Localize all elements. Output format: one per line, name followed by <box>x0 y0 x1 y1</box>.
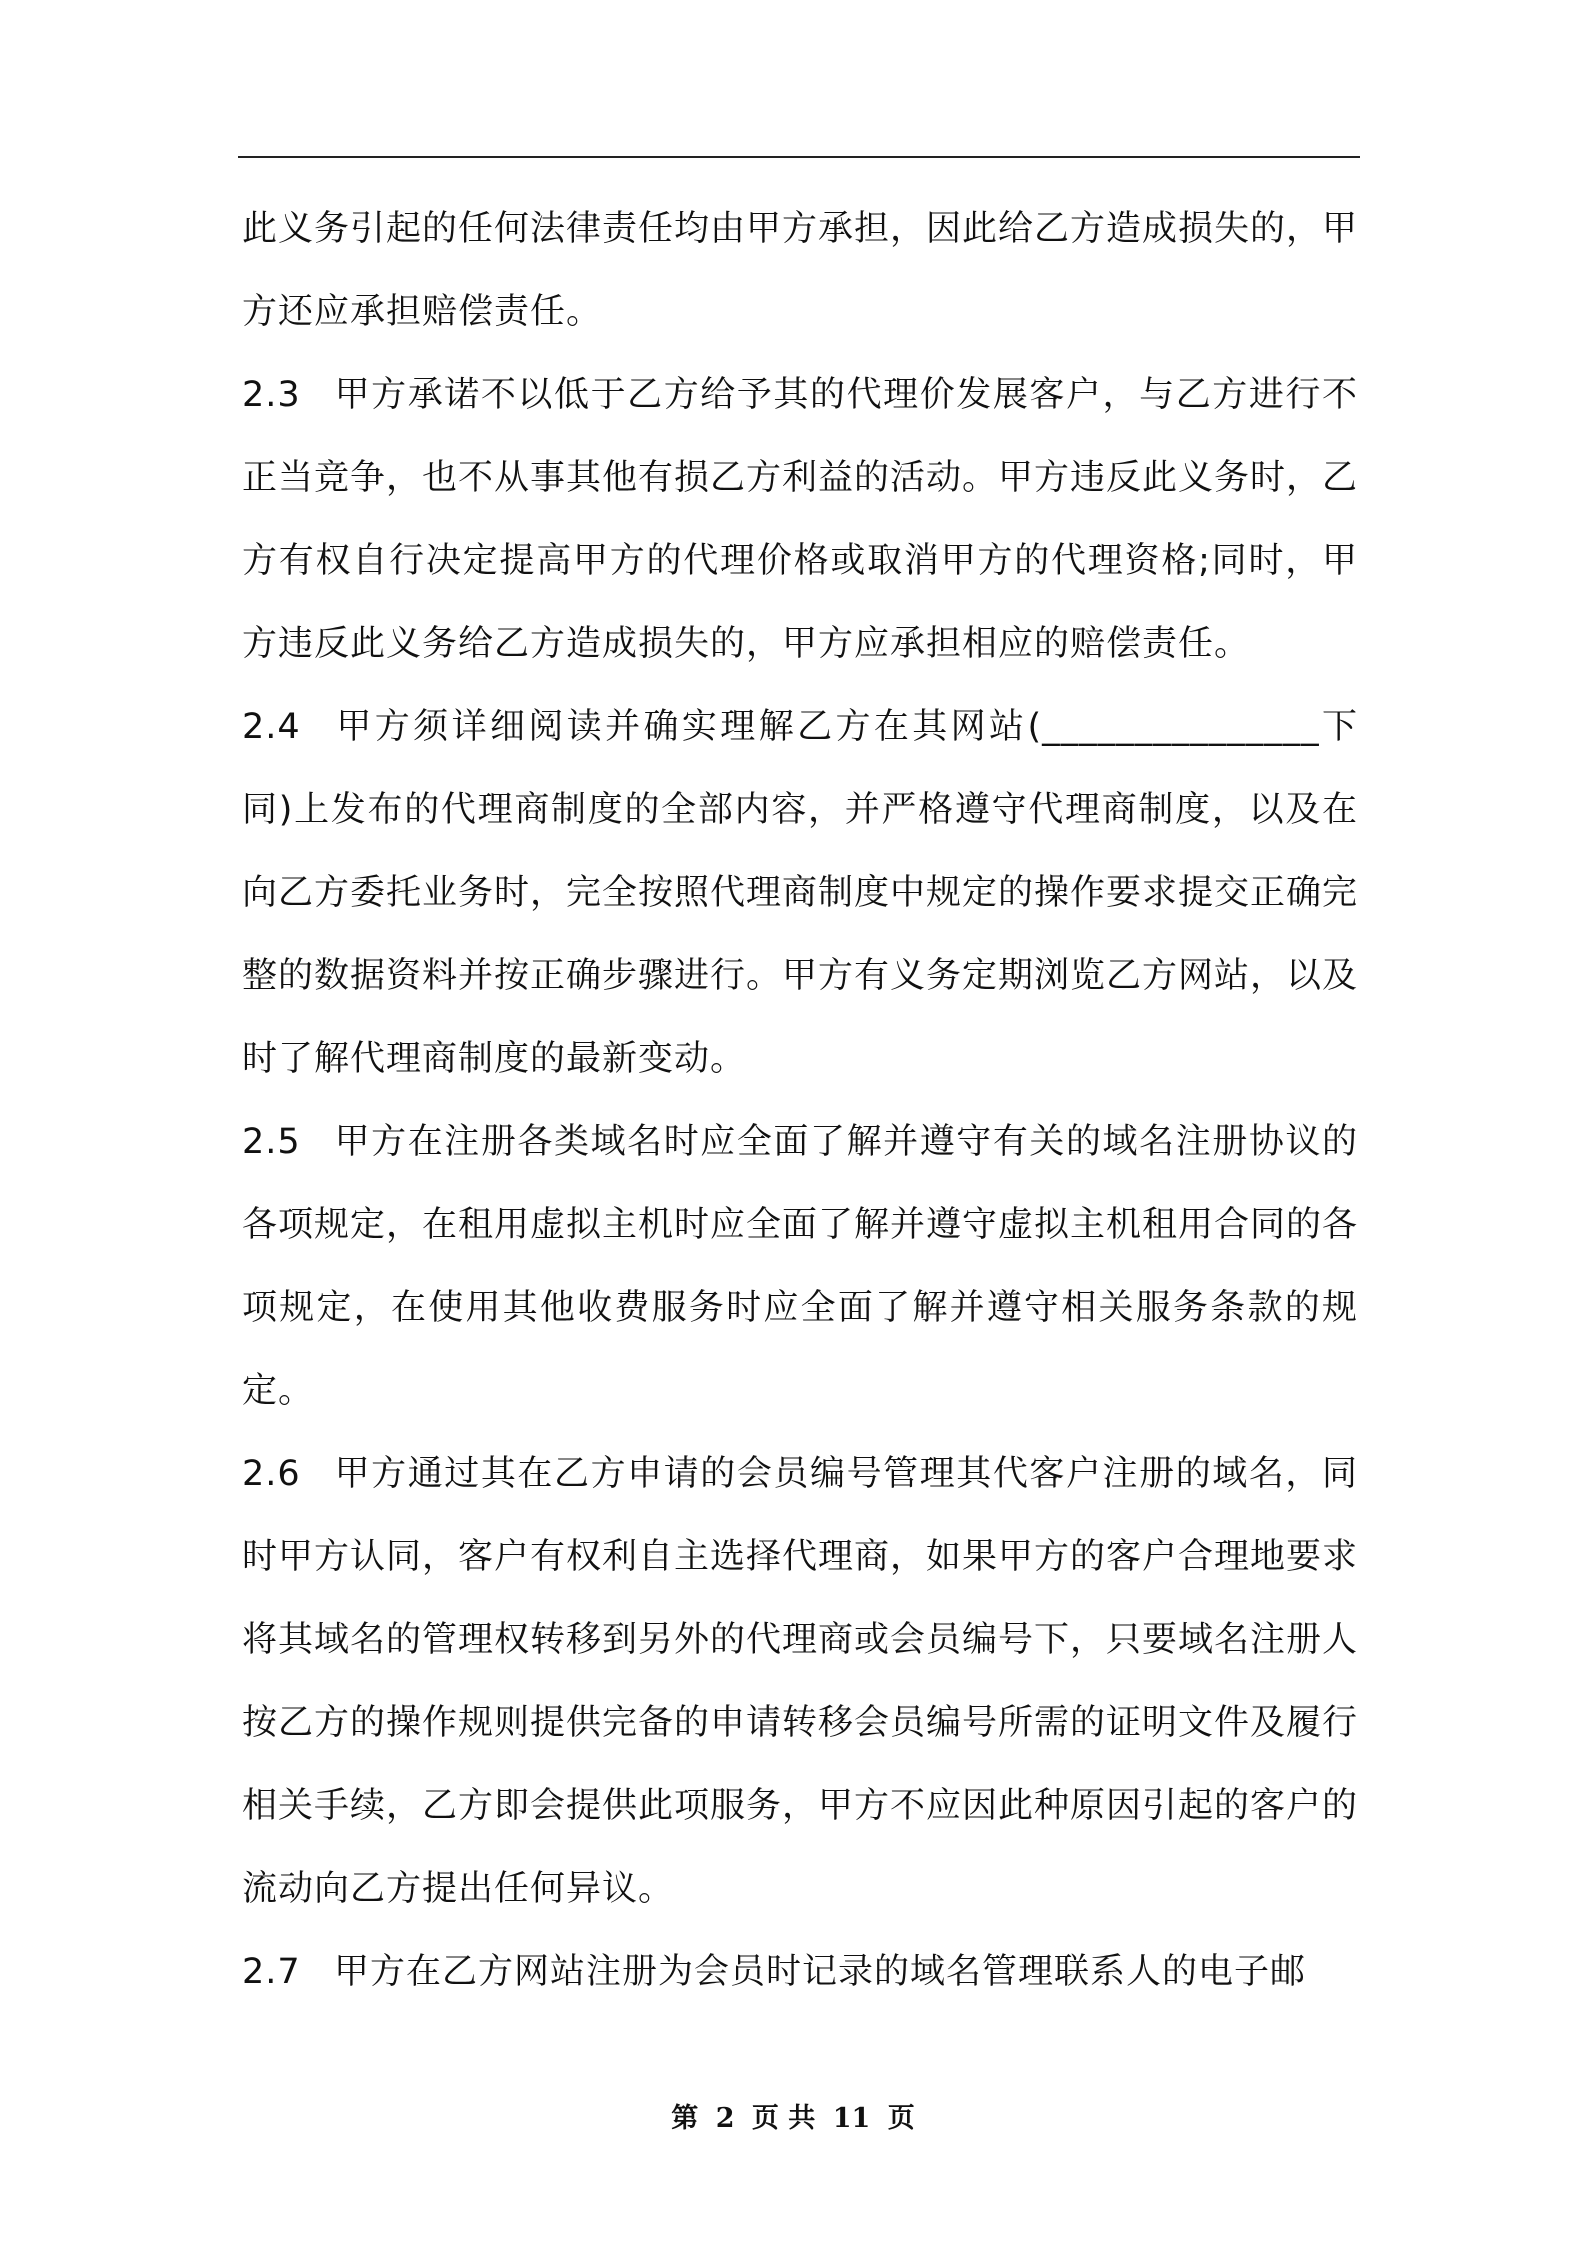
header-rule <box>238 156 1360 158</box>
footer-suffix: 页 <box>887 2103 915 2134</box>
paragraph-text: 甲方承诺不以低于乙方给予其的代理价发展客户，与乙方进行不正当竞争，也不从事其他有损乙方利益的活动。甲方违反此义务时，乙方有权自行决定提高甲方的代理价格或取消甲方的代理资格;同时，甲方违反此义务给乙方造成损失的，甲方应承担相应的赔偿责任。 <box>242 375 1359 664</box>
footer-total-pages: 11 <box>832 2103 871 2134</box>
footer-page-number: 2 <box>715 2103 735 2134</box>
footer-middle: 页 共 <box>751 2103 816 2134</box>
clause-2-6 <box>242 1433 1358 1931</box>
clause-2-4 <box>242 686 1358 1101</box>
clause-number: 2.6 <box>242 1454 301 1494</box>
page-footer <box>0 2096 1586 2135</box>
paragraph-text: 甲方在注册各类域名时应全面了解并遵守有关的域名注册协议的各项规定，在租用虚拟主机时应全面了解并遵守虚拟主机租用合同的各项规定，在使用其他收费服务时应全面了解并遵守相关服务条款的规定。 <box>242 1122 1359 1411</box>
clause-number: 2.5 <box>242 1122 301 1162</box>
clause-number: 2.3 <box>242 375 301 415</box>
paragraph-text: 甲方通过其在乙方申请的会员编号管理其代客户注册的域名，同时甲方认同，客户有权利自主选择代理商，如果甲方的客户合理地要求将其域名的管理权转移到另外的代理商或会员编号下，只要域名注册人按乙方的操作规则提供完备的申请转移会员编号所需的证明文件及履行相关手续，乙方即会提供此项服务，甲方不应因此种原因引起的客户的流动向乙方提出任何异议。 <box>242 1454 1359 1909</box>
clause-number: 2.4 <box>242 707 301 747</box>
document-body <box>242 188 1358 2014</box>
paragraph-text: 此义务引起的任何法律责任均由甲方承担，因此给乙方造成损失的，甲方还应承担赔偿责任。 <box>242 209 1359 332</box>
clause-2-7 <box>242 1931 1358 2014</box>
clause-number: 2.7 <box>242 1952 301 1992</box>
clause-2-3 <box>242 354 1358 686</box>
footer-prefix: 第 <box>671 2103 699 2134</box>
paragraph-text: 甲方须详细阅读并确实理解乙方在其网站(_______________下同)上发布的代理商制度的全部内容，并严格遵守代理商制度，以及在向乙方委托业务时，完全按照代理商制度中规定的操作要求提交正确完整的数据资料并按正确步骤进行。甲方有义务定期浏览乙方网站，以及时了解代理商制度的最新变动。 <box>242 707 1359 1079</box>
paragraph-text: 甲方在乙方网站注册为会员时记录的域名管理联系人的电子邮 <box>334 1952 1307 1992</box>
paragraph-continuation <box>242 188 1358 354</box>
clause-2-5 <box>242 1101 1358 1433</box>
